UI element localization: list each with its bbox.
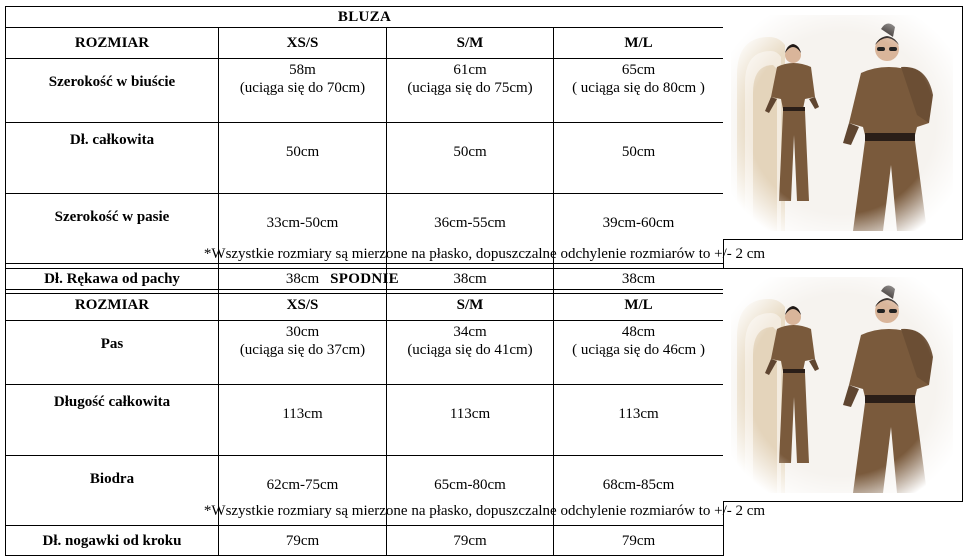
value-cell: 65cm-80cm (387, 456, 554, 526)
value-stretch: ( ucią​ga się do 46cm ) (572, 342, 705, 358)
row-label: Dł. nogawki od kroku (6, 526, 219, 556)
value-cell: 33cm-50cm (219, 194, 387, 264)
row-label: Szerokość w biuście (6, 59, 219, 123)
value-main: 48cm (621, 324, 656, 340)
value-cell: 79cm (219, 526, 387, 556)
value-cell: 38cm (387, 264, 554, 294)
value-cell: 39cm-60cm (554, 194, 724, 264)
size-header-m-l: M/L (554, 28, 724, 59)
value-main: 61cm (453, 62, 487, 78)
product-photo (731, 277, 953, 493)
value-cell: 113cm (554, 385, 724, 456)
value-main: 65cm (621, 62, 656, 78)
size-label-header: ROZMIAR (6, 28, 219, 59)
header-row (6, 28, 724, 59)
table-row (6, 321, 724, 385)
measurement-note: *Wszystkie rozmiary są mierzone na płasko, dopuszczalne odchylenie rozmiarów to +/- 2 cm (203, 246, 766, 262)
size-header-xs-s: XS/S (219, 290, 387, 321)
value-cell: 50cm (387, 123, 554, 194)
value-cell: 113cm (219, 385, 387, 456)
size-label-header: ROZMIAR (6, 290, 219, 321)
value-cell: 113cm (387, 385, 554, 456)
table-title-row (6, 269, 724, 290)
value-cell: 38cm (554, 264, 724, 294)
table-row (6, 123, 724, 194)
size-header-m-l: M/L (554, 290, 724, 321)
size-header-xs-s: XS/S (219, 28, 387, 59)
value-cell (554, 321, 724, 385)
row-label: Biodra (6, 456, 219, 526)
size-header-s-m: S/M (387, 28, 554, 59)
table-row (6, 385, 724, 456)
row-label: Dł. całkowita (6, 123, 219, 194)
product-photo-cell (723, 268, 963, 502)
value-cell: 36cm-55cm (387, 194, 554, 264)
row-label: Długość całkowita (6, 385, 219, 456)
value-stretch: (ucią​ga się do 70cm) (239, 80, 366, 96)
header-row (6, 290, 724, 321)
value-cell: 68cm-85cm (554, 456, 724, 526)
value-main: 34cm (453, 324, 487, 340)
measurement-note: *Wszystkie rozmiary są mierzone na płasko, dopuszczalne odchylenie rozmiarów to +/- 2 cm (203, 503, 766, 519)
row-label: Pas (6, 321, 219, 385)
product-photo-cell (723, 6, 963, 240)
row-label: Szerokość w pasie (6, 194, 219, 264)
value-cell (387, 59, 554, 123)
value-cell (554, 59, 724, 123)
table-row (6, 59, 724, 123)
table-title: BLUZA (6, 7, 724, 28)
table-title-row (6, 7, 724, 28)
product-photo (731, 15, 953, 231)
table-title: SPODNIE (6, 269, 724, 290)
value-cell: 50cm (219, 123, 387, 194)
value-cell (219, 59, 387, 123)
value-stretch: (ucią​ga się do 37cm) (239, 342, 366, 358)
value-cell: 50cm (554, 123, 724, 194)
value-stretch: (ucią​ga się do 75cm) (407, 80, 533, 96)
value-cell: 62cm-75cm (219, 456, 387, 526)
row-label: Dł. Rękawa od pachy (6, 264, 219, 294)
value-cell (219, 321, 387, 385)
size-header-s-m: S/M (387, 290, 554, 321)
size-chart-spodnie (5, 268, 964, 549)
value-cell: 79cm (554, 526, 724, 556)
table-row (6, 526, 724, 556)
value-stretch: (ucią​ga się do 41cm) (407, 342, 533, 358)
value-cell: 79cm (387, 526, 554, 556)
value-cell: 38cm (219, 264, 387, 294)
value-cell (387, 321, 554, 385)
value-stretch: ( ucią​ga się do 80cm ) (572, 80, 705, 96)
value-main: 30cm (285, 324, 320, 340)
value-main: 58m (289, 62, 316, 78)
